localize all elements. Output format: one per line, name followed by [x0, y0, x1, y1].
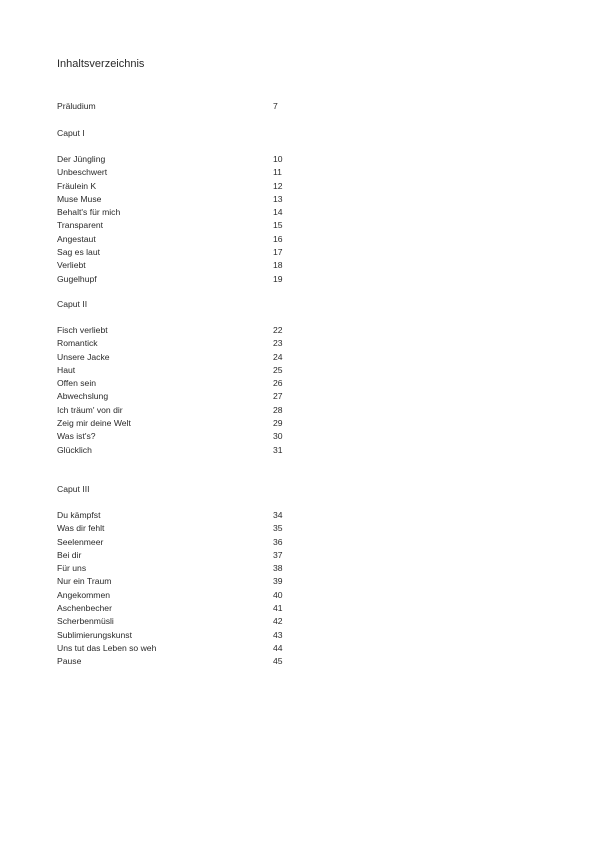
toc-entry — [57, 390, 297, 403]
toc-entry-page: 39 — [273, 576, 283, 587]
toc-entry — [57, 430, 297, 443]
toc-entry-page: 26 — [273, 378, 283, 389]
toc-entry — [57, 377, 297, 390]
toc-section-caput-2 — [57, 324, 297, 457]
toc-entry — [57, 589, 297, 602]
toc-entry-page: 17 — [273, 247, 283, 258]
toc-praeludium — [57, 100, 297, 113]
toc-entry-title: Für uns — [57, 563, 87, 574]
toc-entry-title: Der Jüngling — [57, 154, 106, 164]
toc-entry-title: Sublimierungskunst — [57, 629, 132, 640]
toc-entry — [57, 642, 297, 655]
toc-entry-title: Sag es laut — [57, 247, 100, 258]
toc-entry — [57, 549, 297, 562]
toc-title: Inhaltsverzeichnis — [57, 58, 145, 70]
toc-entry-page: 27 — [273, 391, 283, 402]
toc-entry-title: Muse Muse — [57, 193, 102, 204]
toc-entry-page: 41 — [273, 603, 283, 614]
toc-entry-page: 35 — [273, 523, 283, 534]
toc-entry — [57, 509, 297, 522]
toc-entry-page: 44 — [273, 642, 283, 653]
toc-entry-page: 23 — [273, 338, 283, 349]
toc-entry — [57, 180, 297, 193]
toc-entry — [57, 153, 297, 166]
toc-entry — [57, 655, 297, 668]
toc-entry-page: 13 — [273, 193, 283, 204]
section-heading-caput-3: Caput III — [57, 484, 90, 494]
toc-entry-title: Seelenmeer — [57, 536, 104, 547]
toc-entry-page: 12 — [273, 180, 283, 191]
toc-entry-page: 28 — [273, 404, 283, 415]
toc-entry — [57, 602, 297, 615]
toc-entry — [57, 166, 297, 179]
toc-entry — [57, 562, 297, 575]
toc-entry-title: Nur ein Traum — [57, 576, 112, 587]
toc-entry-page: 25 — [273, 364, 283, 375]
toc-entry-page: 7 — [273, 101, 278, 111]
toc-entry — [57, 337, 297, 350]
toc-entry-title: Fräulein K — [57, 180, 97, 191]
toc-entry-page: 43 — [273, 629, 283, 640]
toc-entry-title: Angestaut — [57, 233, 96, 244]
toc-entry — [57, 615, 297, 628]
toc-entry — [57, 246, 297, 259]
toc-entry-page: 29 — [273, 418, 283, 429]
toc-entry-title: Pause — [57, 656, 82, 667]
toc-entry — [57, 404, 297, 417]
toc-entry-title: Präludium — [57, 101, 96, 111]
toc-entry-page: 34 — [273, 510, 283, 520]
toc-entry-title: Abwechslung — [57, 391, 109, 402]
toc-entry — [57, 219, 297, 232]
toc-entry-page: 30 — [273, 431, 283, 442]
toc-entry-title: Was ist's? — [57, 431, 96, 442]
toc-entry-title: Glücklich — [57, 444, 92, 455]
toc-entry-page: 40 — [273, 589, 283, 600]
toc-entry-page: 16 — [273, 233, 283, 244]
toc-entry-title: Transparent — [57, 220, 104, 231]
toc-entry — [57, 417, 297, 430]
toc-entry-page: 24 — [273, 351, 283, 362]
toc-entry-title: Ich träum' von dir — [57, 404, 123, 415]
toc-entry — [57, 206, 297, 219]
section-heading-caput-2: Caput II — [57, 299, 88, 309]
toc-entry-page: 45 — [273, 656, 283, 667]
toc-entry-page: 37 — [273, 549, 283, 560]
toc-entry-title: Angekommen — [57, 589, 111, 600]
toc-entry-page: 14 — [273, 207, 283, 218]
toc-entry-title: Was dir fehlt — [57, 523, 105, 534]
toc-entry-title: Offen sein — [57, 378, 97, 389]
toc-section-caput-1 — [57, 153, 297, 286]
section-heading-caput-1: Caput I — [57, 128, 85, 138]
toc-entry-title: Aschenbecher — [57, 603, 112, 614]
toc-entry — [57, 364, 297, 377]
toc-entry-page: 15 — [273, 220, 283, 231]
toc-entry — [57, 575, 297, 588]
toc-entry-title: Behalt's für mich — [57, 207, 121, 218]
toc-entry — [57, 536, 297, 549]
toc-entry-title: Gugelhupf — [57, 273, 97, 284]
toc-entry-title: Zeig mir deine Welt — [57, 418, 131, 429]
toc-entry — [57, 273, 297, 286]
toc-entry-page: 36 — [273, 536, 283, 547]
toc-entry-title: Verliebt — [57, 260, 86, 271]
toc-entry-title: Scherbenmüsli — [57, 616, 114, 627]
toc-entry — [57, 629, 297, 642]
toc-entry-title: Uns tut das Leben so weh — [57, 642, 157, 653]
toc-entry-title: Haut — [57, 364, 76, 375]
toc-entry-page: 22 — [273, 325, 283, 335]
toc-entry — [57, 259, 297, 272]
toc-entry-title: Fisch verliebt — [57, 325, 108, 335]
toc-entry — [57, 233, 297, 246]
toc-entry-page: 11 — [273, 167, 282, 178]
toc-entry-page: 42 — [273, 616, 283, 627]
toc-entry — [57, 444, 297, 457]
toc-entry — [57, 100, 297, 113]
toc-entry-page: 38 — [273, 563, 283, 574]
toc-entry-title: Bei dir — [57, 549, 82, 560]
toc-entry-page: 18 — [273, 260, 283, 271]
toc-entry — [57, 193, 297, 206]
toc-entry-page: 19 — [273, 273, 283, 284]
toc-entry-page: 10 — [273, 154, 283, 164]
toc-entry-title: Unbeschwert — [57, 167, 108, 178]
toc-entry — [57, 324, 297, 337]
toc-entry — [57, 522, 297, 535]
toc-entry-title: Unsere Jacke — [57, 351, 110, 362]
toc-entry-title: Du kämpfst — [57, 510, 101, 520]
toc-entry-title: Romantick — [57, 338, 98, 349]
toc-section-caput-3 — [57, 509, 297, 669]
toc-entry-page: 31 — [273, 444, 283, 455]
toc-entry — [57, 351, 297, 364]
